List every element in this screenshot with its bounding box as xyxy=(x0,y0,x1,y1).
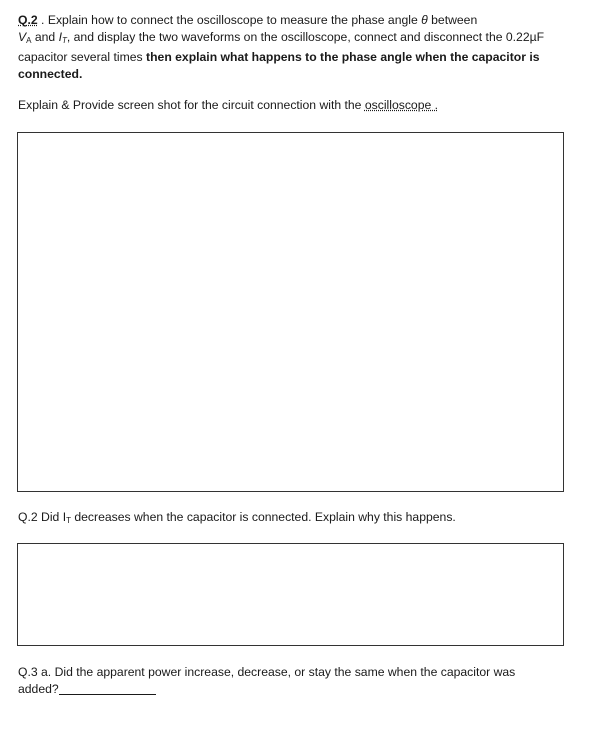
va-subscript: A xyxy=(26,36,32,45)
q2-current-text-b: decreases when the capacitor is connected. Explain why this happens. xyxy=(70,510,456,524)
it-symbol: I xyxy=(58,30,62,44)
intro-text-a: Explain how to connect the oscilloscope to measure the phase angle xyxy=(47,13,422,27)
intro-text-b: between xyxy=(427,13,478,27)
q2-current-text-a: Q.2 Did I xyxy=(18,510,67,524)
question-q3a xyxy=(18,664,558,698)
question-q2-intro xyxy=(18,12,588,83)
va-symbol: V xyxy=(18,30,27,44)
q2-current-subscript: T xyxy=(66,516,71,525)
question-label: Q.2 xyxy=(18,13,38,27)
answer-box-current-explanation[interactable] xyxy=(17,543,564,646)
intro-text-d: , and display the two waveforms on the oscilloscope, connect and disconnect the 0.22µF capacitor several times xyxy=(18,30,545,64)
q3a-text: Q.3 a. Did the apparent power increase, decrease, or stay the same when the capacitor was added? xyxy=(18,665,516,696)
answer-box-circuit-screenshot[interactable] xyxy=(17,132,564,492)
intro-bold-text: then explain what happens to the phase angle when the capacitor is connected. xyxy=(18,50,540,81)
instruction-text: Explain & Provide screen shot for the circuit connection with the xyxy=(18,98,365,112)
oscilloscope-link[interactable]: oscilloscope . xyxy=(364,98,439,112)
instruction-line xyxy=(18,97,588,114)
it-subscript: T xyxy=(61,36,67,45)
q3a-answer-blank[interactable] xyxy=(59,682,156,695)
intro-text-c: and xyxy=(31,30,59,44)
question-label-separator: . xyxy=(37,13,48,27)
question-q2-current xyxy=(18,509,588,529)
theta-symbol: θ xyxy=(421,13,428,27)
